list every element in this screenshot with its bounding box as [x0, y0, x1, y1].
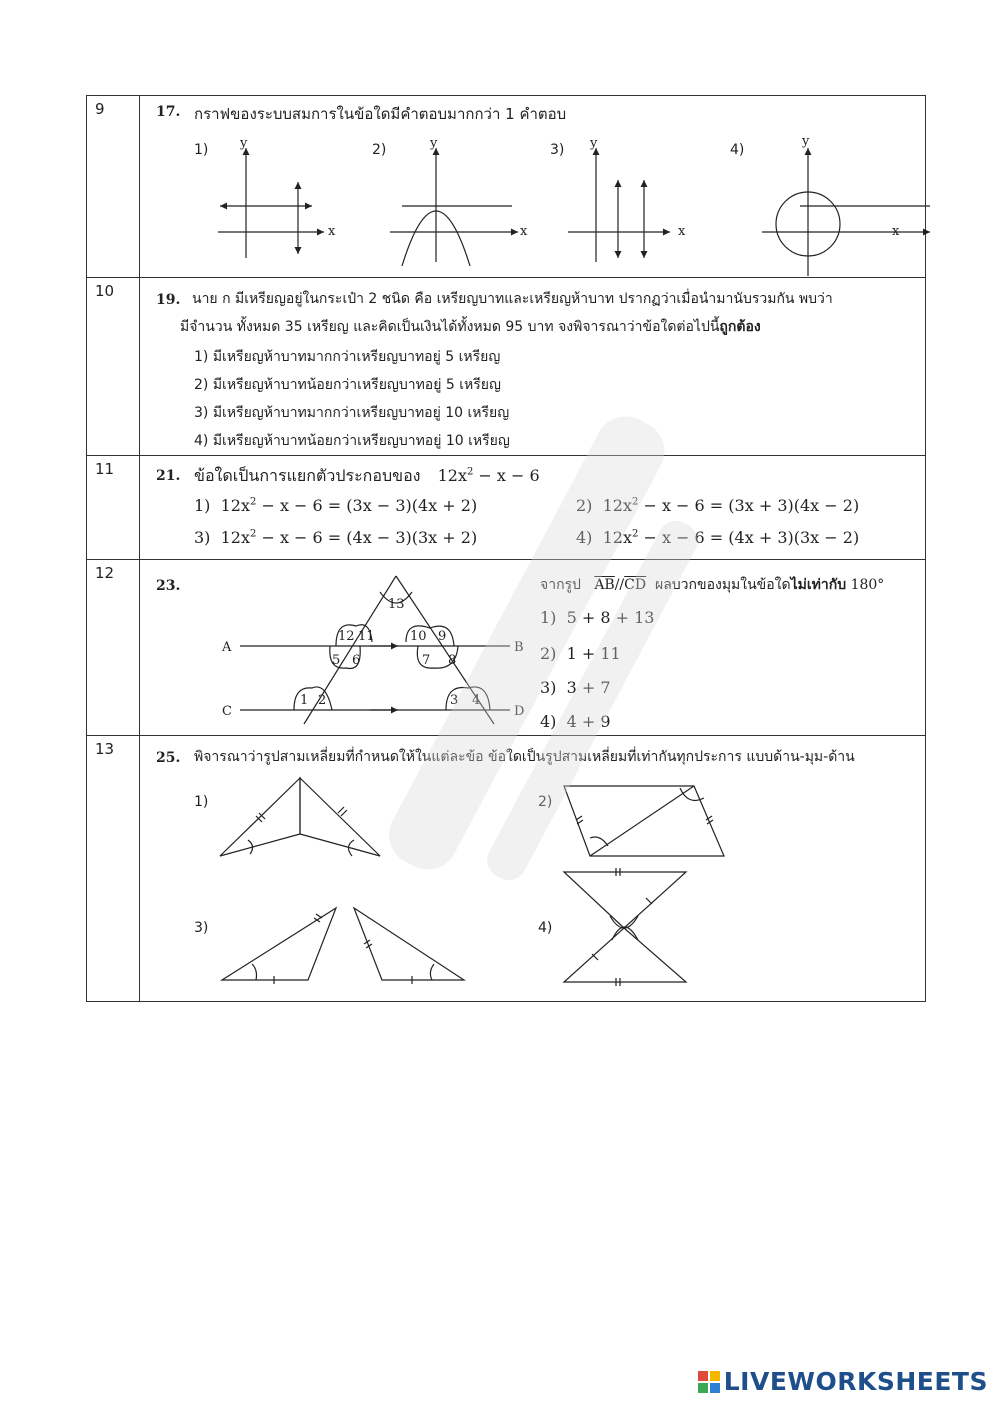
- axis-y-label: y: [590, 136, 598, 151]
- answer-option[interactable]: 1) 5 + 8 + 13: [540, 608, 655, 627]
- graph-2: [390, 148, 518, 266]
- angle-label: 3: [450, 693, 459, 708]
- angle-label: 7: [422, 653, 431, 668]
- question-table: [86, 95, 926, 1002]
- answer-option[interactable]: 3) $12x^2 - x - 6 = (4x - 3)(3x + 2)$: [194, 528, 478, 547]
- axis-y-label: y: [430, 136, 438, 151]
- point-label-c: C: [222, 704, 232, 719]
- expression-head: 12x: [437, 466, 467, 485]
- option-label[interactable]: 4): [538, 920, 553, 936]
- question-text: พิจารณาว่ารูปสามเหลี่ยมที่กำหนดให้ในแต่ละข้อ ข้อใดเป็นรูปสามเหลี่ยมที่เท่ากันทุกประการ แบบด้าน-มุม-ด้าน: [194, 749, 855, 765]
- question-number: 19.: [156, 292, 181, 308]
- row-number: 12: [87, 560, 140, 736]
- logo-icon: [698, 1371, 720, 1393]
- graph-options: [140, 96, 936, 278]
- question-text: ข้อใดเป็นการแยกตัวประกอบของ: [194, 466, 421, 485]
- axis-y-label: y: [802, 134, 810, 149]
- point-label-a: A: [222, 640, 232, 655]
- question-row: [87, 736, 926, 1002]
- expression-exponent: 2: [466, 466, 474, 478]
- parallel-lines-figure: [220, 564, 580, 734]
- question-number: 23.: [156, 578, 181, 594]
- angle-label: 6: [352, 653, 361, 668]
- question-emphasis: ถูกต้อง: [719, 319, 761, 335]
- graph-1: [218, 148, 324, 258]
- segment-cd: $\overline{CD}$: [624, 577, 647, 593]
- question-row: [87, 560, 926, 736]
- answer-option[interactable]: 2) มีเหรียญห้าบาทน้อยกว่าเหรียญบาทอยู่ 5 เหรียญ: [194, 377, 501, 393]
- option-label: 2): [372, 142, 387, 158]
- liveworksheets-logo: [698, 1367, 988, 1396]
- row-number: 13: [87, 736, 140, 1002]
- answer-option[interactable]: 3) มีเหรียญห้าบาทมากกว่าเหรียญบาทอยู่ 10 เหรียญ: [194, 405, 510, 421]
- row-number: 9: [87, 96, 140, 278]
- option-label: 1): [194, 142, 209, 158]
- angle-label: 2: [318, 693, 327, 708]
- logo-text: LIVEWORKSHEETS: [723, 1367, 988, 1396]
- answer-option[interactable]: 2) 1 + 11: [540, 644, 621, 663]
- angle-label: 8: [448, 653, 457, 668]
- option-label[interactable]: 3): [194, 920, 209, 936]
- axis-y-label: y: [240, 136, 248, 151]
- question-number: 17.: [156, 104, 181, 120]
- answer-option[interactable]: 4) 4 + 9: [540, 712, 611, 731]
- question-row: [87, 278, 926, 456]
- axis-x-label: x: [892, 224, 900, 239]
- question-row: [87, 456, 926, 560]
- segment-ab: $\overline{AB}$: [594, 577, 615, 593]
- answer-option[interactable]: 2) $12x^2 - x - 6 = (3x + 3)(4x - 2)$: [576, 496, 860, 515]
- question-text: จากรูป $\overline{AB}//\overline{CD}$ ผลบวกของมุมในข้อใดไม่เท่ากับ 180°: [540, 577, 885, 593]
- angle-label: 12: [338, 629, 355, 644]
- angle-label: 9: [438, 629, 447, 644]
- triangle-options: [140, 736, 936, 1002]
- worksheet: [86, 95, 926, 1002]
- point-label-b: B: [514, 640, 524, 655]
- option-label: 4): [730, 142, 745, 158]
- triangle-pair-1: [220, 778, 380, 856]
- triangle-pair-3: [222, 908, 464, 984]
- question-number: 21.: [156, 468, 181, 484]
- axis-x-label: x: [678, 224, 686, 239]
- answer-option[interactable]: 4) $12x^2 - x - 6 = (4x + 3)(3x - 2)$: [576, 528, 860, 547]
- question-text-line2: มีจำนวน ทั้งหมด 35 เหรียญ และคิดเป็นเงินได้ทั้งหมด 95 บาท จงพิจารณาว่าข้อใดต่อไปนี้: [180, 319, 720, 335]
- row-number: 11: [87, 456, 140, 560]
- graph-4: [762, 148, 930, 276]
- question-row: [87, 96, 926, 278]
- option-label[interactable]: 2): [538, 794, 553, 810]
- angle-label: 11: [358, 629, 375, 644]
- row-number: 10: [87, 278, 140, 456]
- angle-label: 4: [472, 693, 481, 708]
- angle-label: 13: [388, 597, 405, 612]
- point-label-d: D: [514, 704, 525, 719]
- answer-option[interactable]: 4) มีเหรียญห้าบาทน้อยกว่าเหรียญบาทอยู่ 10 เหรียญ: [194, 433, 510, 449]
- triangle-pair-4: [564, 868, 686, 986]
- answer-option[interactable]: 1) มีเหรียญห้าบาทมากกว่าเหรียญบาทอยู่ 5 เหรียญ: [194, 349, 501, 365]
- option-label[interactable]: 1): [194, 794, 209, 810]
- angle-label: 1: [300, 693, 309, 708]
- question-text-line1: นาย ก มีเหรียญอยู่ในกระเป๋า 2 ชนิด คือ เหรียญบาทและเหรียญห้าบาท ปรากฏว่าเมื่อนำมานับรวมกัน พบว่า: [192, 291, 833, 307]
- answer-option[interactable]: 1) $12x^2 - x - 6 = (3x - 3)(4x + 2)$: [194, 496, 478, 515]
- question-text: กราฟของระบบสมการในข้อใดมีคำตอบมากกว่า 1 คำตอบ: [194, 105, 567, 123]
- question-number: 25.: [156, 750, 181, 766]
- triangle-pair-2: [564, 786, 724, 856]
- expression-tail: − x − 6: [473, 466, 540, 485]
- axis-x-label: x: [328, 224, 336, 239]
- angle-label: 5: [332, 653, 341, 668]
- axis-x-label: x: [520, 224, 528, 239]
- answer-option[interactable]: 3) 3 + 7: [540, 678, 611, 697]
- option-label: 3): [550, 142, 565, 158]
- graph-3: [568, 148, 670, 262]
- angle-label: 10: [410, 629, 427, 644]
